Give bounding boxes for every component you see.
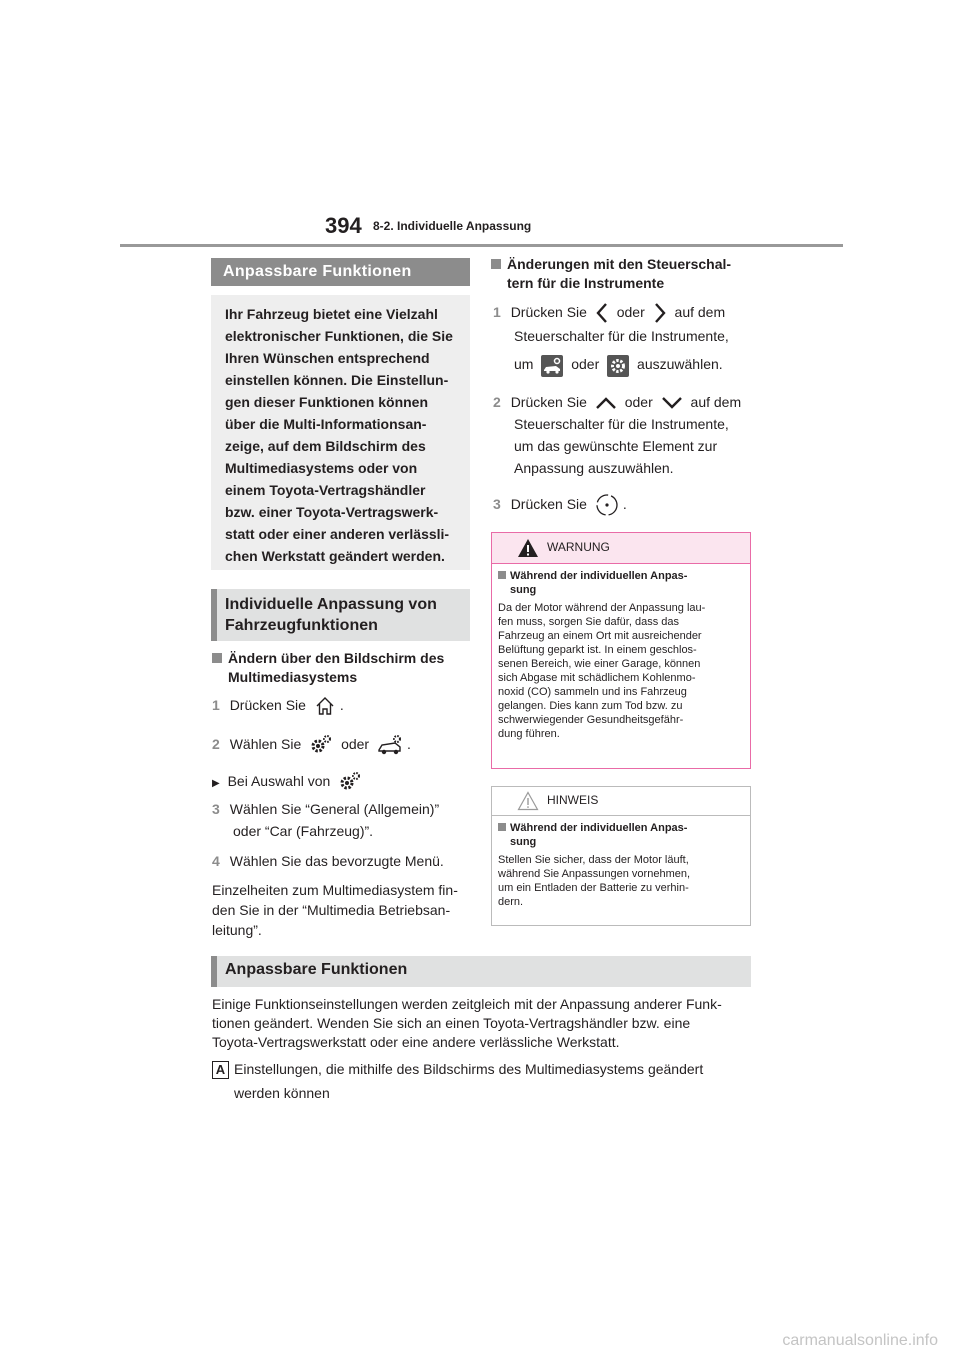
step-text: Anpassung auszuwählen. [514,460,674,476]
item-text: werden können [234,1085,330,1101]
notice-heading: Während der individuellen Anpas- [510,822,688,834]
warning-line: noxid (CO) sammeln und ins Fahrzeug [498,686,687,698]
ok-button-icon [595,493,619,517]
step-text: . [406,736,411,752]
warning-line: senen Bereich, wie einer Garage, können [498,658,701,670]
warning-line: fen muss, sorgen Sie dafür, dass das [498,616,679,628]
step-text: auszuwählen. [637,356,723,373]
step-number: 1 [212,697,220,713]
intro-line: statt oder einer anderen verlässli- [225,526,450,542]
step-text: um [514,356,534,373]
notice-content [492,816,750,909]
step-text: . [339,697,344,713]
square-bullet [212,653,222,663]
bottom-paragraph [212,995,722,1052]
paragraph-line: Einige Funktionseinstellungen werden zeitgleich mit der Anpassung anderer Funk- [212,996,722,1012]
notice-line: dern. [498,896,524,908]
step-number: 4 [212,853,220,869]
heading-steuerschalter [491,255,756,293]
step-text: oder “Car (Fahrzeug)”. [233,823,374,839]
multimedia-paragraph [212,880,458,940]
warning-line: Da der Motor während der Anpassung lau- [498,602,706,614]
right-step-2 [493,391,758,479]
warning-box [491,532,751,769]
square-bullet [498,571,506,579]
section-header-anpassbare-funktionen-bottom [211,956,751,987]
home-icon [314,695,336,717]
notice-line: Stellen Sie sicher, dass der Motor läuft, [498,854,689,866]
paragraph-line: den Sie in der “Multimedia Betriebsan- [212,902,451,918]
warning-heading: Während der individuellen Anpas- [510,570,688,582]
step-text: . [622,496,627,512]
warning-line: Belüftung geparkt ist. In einem geschlos- [498,644,697,656]
right-step-3 [493,493,627,517]
warning-title: WARNUNG [547,540,610,554]
page-number: 394 [325,213,362,238]
step-text: Drücken Sie [229,697,306,713]
warning-header [492,533,750,564]
step-text: Drücken Sie [510,304,587,320]
step-text: Wählen Sie das bevorzugte Menü. [229,853,444,869]
subsection-title-line: Individuelle Anpassung von [225,596,437,613]
notice-header [492,787,750,816]
watermark: carmanualsonline.info [782,1332,938,1349]
item-text: Einstellungen, die mithilfe des Bildschirms des Multimediasystems geändert [234,1061,704,1077]
notice-box [491,786,751,926]
step-number: 1 [493,304,501,320]
chevron-down-icon [661,396,683,410]
right-step-1 [493,300,758,377]
step-1 [212,694,344,717]
paragraph-line: leitung”. [212,922,262,938]
selection-bullet [212,770,366,795]
chevron-left-icon [595,302,609,324]
intro-line: chen Werkstatt geändert werden. [225,548,445,564]
warning-line: gelangen. Dies kann zum Tod bzw. zu [498,700,683,712]
intro-box [211,295,470,570]
subsection-header [211,589,470,641]
intro-line: Ihr Fahrzeug bietet eine Vielzahl [225,306,438,322]
gear-icon [607,355,629,377]
step-text: Steuerschalter für die Instrumente, [514,416,729,432]
step-text: Drücken Sie [510,496,587,512]
bullet-text: Bei Auswahl von [227,773,331,789]
section-header-anpassbare-funktionen [211,258,470,286]
header-rule [120,244,843,247]
triangle-bullet-icon: ▶ [212,778,220,789]
paragraph-line: tionen geändert. Wenden Sie sich an einen Toyota-Vertragshändler bzw. eine [212,1015,691,1031]
warning-line: Fahrzeug an einem Ort mit ausreichender [498,630,702,642]
step-text: Wählen Sie [229,736,302,752]
square-bullet [498,823,506,831]
gear-icon [338,771,362,793]
warning-triangle-icon [517,538,539,558]
step-text: Drücken Sie [510,394,587,410]
step-3 [212,798,439,842]
step-text: oder [571,356,600,373]
step-text: oder [616,304,645,320]
section-title: Anpassbare Funktionen [223,263,412,280]
square-bullet [491,259,501,269]
intro-line: elektronischer Funktionen, die Sie [225,328,453,344]
warning-line: dung führen. [498,728,560,740]
heading-multimedia [212,649,472,687]
gear-icon [309,734,333,756]
step-text: auf dem [674,304,726,320]
heading-line: Änderungen mit den Steuerschal- [507,256,732,272]
heading-line: tern für die Instrumente [507,275,665,291]
chapter-title: 8-2. Individuelle Anpassung [373,219,532,233]
heading-line: Ändern über den Bildschirm des [228,650,445,666]
step-number: 3 [493,496,501,512]
step-number: 2 [493,394,501,410]
chevron-up-icon [595,396,617,410]
step-number: 3 [212,801,220,817]
step-text: oder [341,736,370,752]
warning-content [492,564,750,741]
intro-line: einstellen können. Die Einstellun- [225,372,449,388]
step-text: Wählen Sie “General (Allgemein)” [229,801,440,817]
section-title: Anpassbare Funktionen [225,961,408,978]
subsection-title-line: Fahrzeugfunktionen [225,617,378,634]
intro-line: einem Toyota-Vertragshändler [225,482,426,498]
notice-heading: sung [510,836,537,848]
intro-line: gen dieser Funktionen können [225,394,429,410]
step-number: 2 [212,736,220,752]
item-a [212,1057,703,1105]
car-settings-icon [377,734,403,756]
caution-triangle-icon [517,791,539,811]
step-text: auf dem [690,394,742,410]
chevron-right-icon [653,302,667,324]
warning-heading: sung [510,584,537,596]
intro-line: bzw. einer Toyota-Vertragswerk- [225,504,439,520]
paragraph-line: Einzelheiten zum Multimediasystem fin- [212,882,458,898]
paragraph-line: Toyota-Vertragswerkstatt oder eine andere verlässliche Werkstatt. [212,1034,620,1050]
intro-line: zeige, auf dem Bildschirm des [225,438,426,454]
car-settings-icon [541,355,563,377]
intro-line: Ihren Wünschen entsprechend [225,350,430,366]
warning-line: sich Abgase mit schädlichem Kohlenmo- [498,672,696,684]
item-label-box: A [212,1061,229,1079]
notice-line: um ein Entladen der Batterie zu verhin- [498,882,689,894]
intro-line: Multimediasystems oder von [225,460,418,476]
step-2 [212,733,411,756]
step-text: um das gewünschte Element zur [514,438,718,454]
notice-title: HINWEIS [547,793,599,807]
step-text: oder [624,394,653,410]
intro-line: über die Multi-Informationsan- [225,416,427,432]
step-text: Steuerschalter für die Instrumente, [514,328,729,345]
heading-line: Multimediasystems [228,669,358,685]
notice-line: während Sie Anpassungen vornehmen, [498,868,691,880]
warning-line: schwerwiegender Gesundheitsgefähr- [498,714,684,726]
step-4 [212,850,444,872]
